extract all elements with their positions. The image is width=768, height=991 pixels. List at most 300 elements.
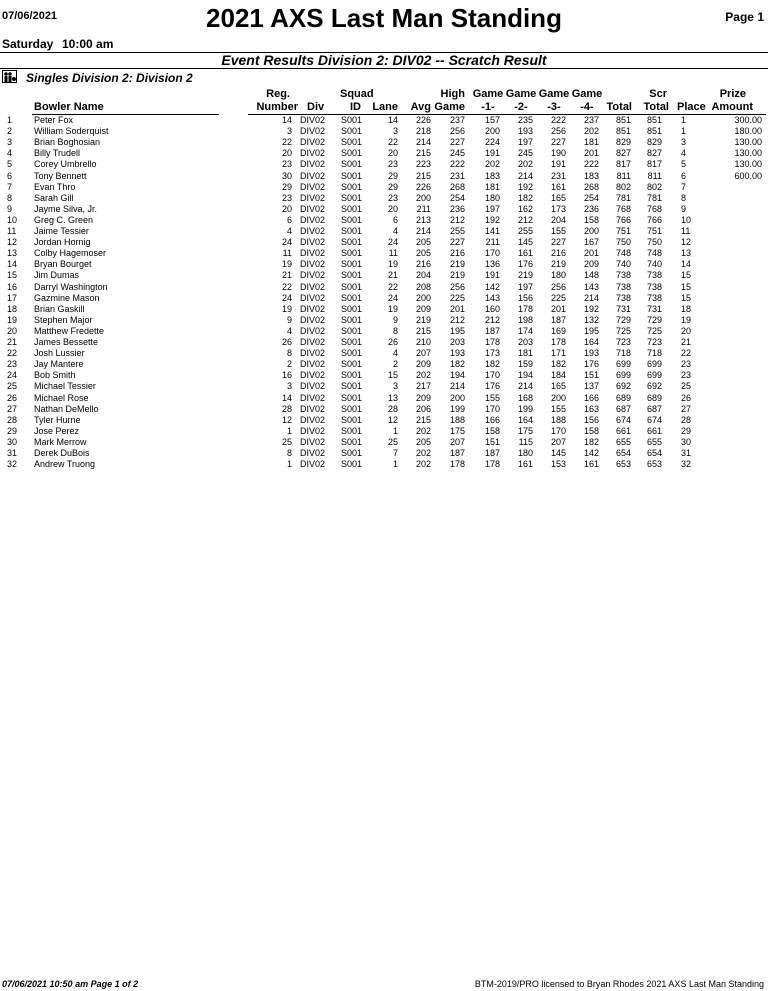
cell-avg: 209 — [415, 392, 431, 403]
cell-g4: 163 — [583, 403, 599, 414]
cell-lane: 19 — [387, 303, 398, 314]
cell-scr: 738 — [646, 270, 662, 281]
cell-avg: 215 — [415, 148, 431, 159]
cell-total: 689 — [615, 392, 631, 403]
cell-total: 661 — [615, 425, 631, 436]
cell-avg: 217 — [415, 381, 431, 392]
cell-reg: 4 — [286, 325, 292, 336]
cell-scr: 781 — [646, 192, 662, 203]
cell-reg: 29 — [281, 181, 292, 192]
cell-lane: 28 — [387, 403, 398, 414]
col-reg-top: Reg. — [266, 88, 290, 100]
cell-total: 766 — [615, 214, 631, 225]
cell-avg: 215 — [415, 325, 431, 336]
cell-g1: 191 — [484, 270, 500, 281]
table-row — [0, 148, 768, 159]
cell-total: 817 — [615, 159, 631, 170]
cell-div: DIV02 — [300, 259, 326, 270]
cell-reg: 2 — [286, 359, 292, 370]
cell-total: 729 — [615, 314, 631, 325]
cell-g2: 182 — [517, 192, 533, 203]
cell-place: 30 — [681, 436, 692, 447]
cell-g4: 143 — [583, 281, 599, 292]
cell-g1: 178 — [484, 459, 500, 470]
cell-place: 23 — [681, 370, 692, 381]
cell-g1: 170 — [484, 370, 500, 381]
cell-rank: 30 — [7, 436, 18, 447]
cell-prize: 300.00 — [734, 115, 762, 125]
cell-scr: 723 — [646, 337, 662, 347]
cell-reg: 8 — [286, 448, 292, 458]
cell-lane: 21 — [387, 270, 398, 281]
cell-rank: 13 — [7, 248, 18, 259]
cell-div: DIV02 — [300, 248, 326, 259]
cell-lane: 6 — [392, 214, 398, 225]
cell-reg: 16 — [281, 370, 292, 381]
cell-reg: 21 — [281, 270, 292, 281]
cell-avg: 200 — [415, 292, 431, 303]
cell-avg: 206 — [415, 403, 431, 414]
cell-scr: 654 — [646, 448, 662, 458]
col-game4-top: Game — [571, 88, 603, 100]
cell-lane: 1 — [392, 459, 398, 470]
cell-reg: 24 — [281, 237, 292, 248]
cell-div: DIV02 — [300, 337, 326, 347]
cell-g4: 193 — [583, 348, 599, 359]
cell-rank: 7 — [7, 181, 13, 192]
cell-place: 25 — [681, 381, 692, 392]
cell-g1: 170 — [484, 403, 500, 414]
cell-scr: 731 — [646, 303, 662, 314]
cell-name: Greg C. Green — [34, 214, 94, 225]
col-bowler-name: Bowler Name — [34, 101, 104, 113]
cell-name: Jim Dumas — [34, 270, 80, 281]
cell-g3: 256 — [550, 281, 566, 292]
cell-reg: 23 — [281, 192, 292, 203]
cell-reg: 19 — [281, 259, 292, 270]
cell-avg: 226 — [415, 181, 431, 192]
cell-total: 768 — [615, 203, 631, 214]
cell-lane: 22 — [387, 137, 398, 148]
cell-g2: 159 — [517, 359, 533, 370]
cell-g1: 224 — [484, 137, 500, 148]
cell-g4: 200 — [583, 226, 599, 236]
cell-g1: 141 — [484, 226, 500, 236]
cell-high: 227 — [449, 137, 465, 148]
cell-g2: 214 — [517, 170, 533, 181]
cell-rank: 28 — [7, 414, 18, 425]
cell-squad: S001 — [341, 148, 363, 159]
cell-div: DIV02 — [300, 292, 326, 303]
cell-place: 21 — [681, 337, 692, 347]
table-row — [0, 193, 768, 204]
col-scr-top: Scr — [649, 88, 667, 100]
col-lane: Lane — [372, 101, 398, 113]
cell-rank: 14 — [7, 259, 18, 270]
cell-g4: 181 — [583, 137, 599, 148]
cell-place: 23 — [681, 359, 692, 370]
cell-lane: 29 — [387, 170, 398, 181]
cell-lane: 3 — [392, 126, 398, 137]
cell-g2: 161 — [517, 459, 533, 470]
cell-name: Stephen Major — [34, 314, 93, 325]
table-row — [0, 115, 768, 126]
cell-lane: 20 — [387, 148, 398, 159]
cell-name: Tony Bennett — [34, 170, 87, 181]
cell-div: DIV02 — [300, 192, 326, 203]
table-row — [0, 326, 768, 337]
cell-g2: 255 — [517, 226, 533, 236]
cell-name: Sarah Gill — [34, 192, 74, 203]
cell-total: 740 — [615, 259, 631, 270]
cell-place: 3 — [681, 137, 687, 148]
cell-g4: 148 — [583, 270, 599, 281]
cell-g1: 155 — [484, 392, 500, 403]
cell-g1: 183 — [484, 170, 500, 181]
cell-reg: 11 — [282, 248, 292, 259]
cell-squad: S001 — [341, 459, 363, 470]
cell-name: Michael Rose — [34, 392, 89, 403]
report-date: 07/06/2021 — [2, 10, 58, 22]
cell-rank: 1 — [7, 115, 13, 125]
cell-g3: 222 — [550, 115, 566, 125]
col-high-bottom: Game — [434, 101, 465, 113]
cell-squad: S001 — [341, 314, 363, 325]
table-row — [0, 448, 768, 459]
cell-g1: 200 — [484, 126, 500, 137]
cell-g4: 137 — [583, 381, 599, 392]
cell-squad: S001 — [341, 192, 363, 203]
cell-place: 15 — [681, 292, 692, 303]
cell-reg: 1 — [286, 425, 292, 436]
cell-avg: 205 — [415, 436, 431, 447]
cell-scr: 674 — [646, 414, 662, 425]
cell-scr: 699 — [646, 359, 662, 370]
col-scr-bottom: Total — [643, 101, 669, 113]
cell-lane: 8 — [392, 325, 398, 336]
cell-high: 182 — [449, 359, 465, 370]
cell-high: 178 — [449, 459, 465, 470]
cell-high: 256 — [449, 281, 465, 292]
cell-total: 718 — [615, 348, 631, 359]
cell-lane: 13 — [387, 392, 398, 403]
cell-scr: 738 — [646, 292, 662, 303]
cell-place: 26 — [681, 392, 692, 403]
cell-name: Corey Umbrello — [34, 159, 97, 170]
cell-squad: S001 — [341, 126, 363, 137]
cell-g1: 136 — [484, 259, 500, 270]
cell-g4: 183 — [583, 170, 599, 181]
cell-total: 748 — [615, 248, 631, 259]
cell-rank: 6 — [7, 170, 13, 181]
cell-g3: 201 — [550, 303, 566, 314]
cell-g2: 161 — [517, 248, 533, 259]
cell-g3: 225 — [550, 292, 566, 303]
table-row — [0, 237, 768, 248]
page-number: Page 1 — [725, 10, 764, 24]
cell-g1: 170 — [484, 248, 500, 259]
cell-high: 200 — [449, 392, 465, 403]
cell-total: 781 — [615, 192, 631, 203]
col-squad-bottom: ID — [350, 101, 361, 113]
cell-g1: 173 — [484, 348, 500, 359]
cell-scr: 725 — [646, 325, 662, 336]
cell-scr: 851 — [646, 126, 662, 137]
cell-g2: 197 — [517, 137, 533, 148]
cell-place: 27 — [681, 403, 692, 414]
cell-div: DIV02 — [300, 314, 326, 325]
cell-scr: 750 — [646, 237, 662, 248]
cell-g2: 178 — [517, 303, 533, 314]
cell-total: 802 — [615, 181, 631, 192]
cell-g2: 193 — [517, 126, 533, 137]
cell-g3: 188 — [550, 414, 566, 425]
cell-scr: 655 — [646, 436, 662, 447]
cell-g1: 180 — [484, 192, 500, 203]
cell-g4: 254 — [583, 192, 599, 203]
cell-g1: 182 — [484, 359, 500, 370]
cell-g1: 197 — [484, 203, 500, 214]
cell-place: 19 — [681, 314, 692, 325]
cell-high: 203 — [449, 337, 465, 347]
cell-rank: 18 — [7, 303, 18, 314]
cell-div: DIV02 — [300, 448, 326, 458]
cell-g2: 115 — [518, 436, 533, 447]
cell-scr: 766 — [646, 214, 662, 225]
cell-total: 811 — [616, 170, 631, 181]
cell-avg: 200 — [415, 192, 431, 203]
cell-lane: 20 — [387, 203, 398, 214]
cell-rank: 23 — [7, 359, 18, 370]
cell-total: 653 — [615, 459, 631, 470]
cell-high: 216 — [449, 248, 465, 259]
cell-g3: 231 — [550, 170, 566, 181]
cell-squad: S001 — [341, 370, 363, 381]
cell-g3: 204 — [550, 214, 566, 225]
cell-div: DIV02 — [300, 403, 326, 414]
cell-scr: 851 — [646, 115, 662, 125]
cell-squad: S001 — [341, 214, 363, 225]
cell-avg: 211 — [416, 203, 431, 214]
cell-scr: 718 — [646, 348, 662, 359]
cell-high: 201 — [449, 303, 465, 314]
cell-squad: S001 — [341, 248, 363, 259]
cell-g4: 222 — [583, 159, 599, 170]
cell-name: Jay Mantere — [34, 359, 84, 370]
table-row — [0, 426, 768, 437]
cell-div: DIV02 — [300, 126, 326, 137]
cell-lane: 23 — [387, 159, 398, 170]
cell-squad: S001 — [341, 137, 363, 148]
cell-g1: 143 — [484, 292, 500, 303]
cell-high: 207 — [449, 436, 465, 447]
cell-prize: 130.00 — [734, 159, 762, 170]
table-row — [0, 359, 768, 370]
cell-lane: 19 — [387, 259, 398, 270]
cell-name: Evan Thro — [34, 181, 76, 192]
footer-print-info: 07/06/2021 10:50 am Page 1 of 2 — [2, 979, 139, 989]
cell-high: 214 — [449, 381, 465, 392]
cell-place: 18 — [681, 303, 692, 314]
cell-g3: 170 — [550, 425, 566, 436]
cell-g4: 156 — [583, 414, 599, 425]
cell-total: 750 — [615, 237, 631, 248]
cell-lane: 23 — [387, 192, 398, 203]
cell-place: 9 — [681, 203, 687, 214]
cell-g3: 165 — [550, 381, 566, 392]
cell-g2: 199 — [517, 403, 533, 414]
cell-scr: 692 — [646, 381, 662, 392]
cell-name: Bob Smith — [34, 370, 76, 381]
cell-place: 32 — [681, 459, 692, 470]
cell-total: 725 — [615, 325, 631, 336]
cell-g2: 162 — [517, 203, 533, 214]
cell-div: DIV02 — [300, 226, 326, 236]
cell-avg: 210 — [415, 337, 431, 347]
cell-high: 256 — [449, 126, 465, 137]
cell-squad: S001 — [341, 436, 363, 447]
cell-high: 225 — [449, 292, 465, 303]
cell-g4: 236 — [583, 203, 599, 214]
cell-avg: 205 — [415, 237, 431, 248]
table-row — [0, 393, 768, 404]
cell-scr: 829 — [646, 137, 662, 148]
cell-place: 14 — [681, 259, 692, 270]
cell-g2: 219 — [517, 270, 533, 281]
cell-high: 194 — [449, 370, 465, 381]
cell-total: 738 — [615, 292, 631, 303]
cell-g4: 195 — [583, 325, 599, 336]
cell-place: 8 — [681, 192, 687, 203]
cell-high: 188 — [449, 414, 465, 425]
table-row — [0, 159, 768, 170]
cell-reg: 8 — [286, 348, 292, 359]
cell-g3: 171 — [550, 348, 566, 359]
cell-avg: 207 — [415, 348, 431, 359]
cell-avg: 204 — [415, 270, 431, 281]
cell-g2: 164 — [517, 414, 533, 425]
table-row — [0, 437, 768, 448]
cell-high: 245 — [449, 148, 465, 159]
cell-avg: 209 — [415, 359, 431, 370]
cell-high: 187 — [449, 448, 465, 458]
cell-reg: 4 — [286, 226, 292, 236]
cell-squad: S001 — [341, 203, 363, 214]
cell-div: DIV02 — [300, 115, 326, 125]
cell-div: DIV02 — [300, 303, 326, 314]
cell-place: 1 — [681, 126, 687, 137]
cell-rank: 10 — [7, 214, 18, 225]
cell-g4: 237 — [583, 115, 599, 125]
cell-name: James Bessette — [34, 337, 99, 347]
table-row — [0, 293, 768, 304]
cell-g3: 169 — [550, 325, 566, 336]
cell-lane: 4 — [392, 348, 398, 359]
cell-reg: 14 — [281, 115, 292, 125]
cell-reg: 1 — [286, 459, 292, 470]
cell-div: DIV02 — [300, 436, 326, 447]
table-row — [0, 215, 768, 226]
table-row — [0, 126, 768, 137]
cell-name: Jose Perez — [34, 425, 80, 436]
cell-g3: 153 — [550, 459, 566, 470]
cell-rank: 17 — [7, 292, 18, 303]
cell-scr: 661 — [646, 425, 662, 436]
cell-g3: 207 — [550, 436, 566, 447]
cell-squad: S001 — [341, 425, 363, 436]
cell-g1: 202 — [484, 159, 500, 170]
cell-g3: 187 — [550, 314, 566, 325]
table-row — [0, 248, 768, 259]
cell-g2: 198 — [517, 314, 533, 325]
cell-avg: 215 — [415, 170, 431, 181]
cell-rank: 4 — [7, 148, 13, 159]
cell-g3: 182 — [550, 359, 566, 370]
cell-g2: 176 — [517, 259, 533, 270]
cell-div: DIV02 — [300, 181, 326, 192]
cell-squad: S001 — [341, 403, 363, 414]
cell-div: DIV02 — [300, 359, 326, 370]
cell-rank: 8 — [7, 192, 13, 203]
cell-g2: 145 — [517, 237, 533, 248]
col-game1: -1- — [481, 101, 495, 113]
cell-g4: 202 — [583, 126, 599, 137]
cell-g4: 158 — [583, 425, 599, 436]
cell-total: 827 — [615, 148, 631, 159]
cell-lane: 14 — [387, 115, 398, 125]
cell-squad: S001 — [341, 292, 363, 303]
table-row — [0, 415, 768, 426]
table-row — [0, 226, 768, 237]
cell-place: 22 — [681, 348, 692, 359]
table-row — [0, 404, 768, 415]
cell-g2: 214 — [517, 381, 533, 392]
cell-avg: 202 — [415, 448, 431, 458]
cell-reg: 9 — [286, 314, 292, 325]
col-prize-bottom: Amount — [711, 101, 753, 113]
cell-place: 4 — [681, 148, 687, 159]
cell-avg: 209 — [415, 303, 431, 314]
cell-g1: 187 — [484, 325, 500, 336]
cell-squad: S001 — [341, 348, 363, 359]
cell-g1: 142 — [484, 281, 500, 292]
col-game3: -3- — [547, 101, 561, 113]
col-reg-bottom: Number — [256, 101, 298, 113]
cell-g1: 157 — [484, 115, 500, 125]
cell-name: Jaime Tessier — [34, 226, 89, 236]
cell-squad: S001 — [341, 181, 363, 192]
cell-div: DIV02 — [300, 381, 326, 392]
cell-g4: 201 — [583, 248, 599, 259]
cell-avg: 218 — [415, 126, 431, 137]
cell-g3: 184 — [550, 370, 566, 381]
cell-div: DIV02 — [300, 214, 326, 225]
cell-lane: 1 — [392, 425, 398, 436]
cell-name: Peter Fox — [34, 115, 74, 125]
cell-prize: 180.00 — [734, 126, 762, 137]
table-row — [0, 282, 768, 293]
cell-g2: 245 — [517, 148, 533, 159]
cell-g3: 191 — [550, 159, 566, 170]
cell-total: 829 — [615, 137, 631, 148]
cell-avg: 226 — [415, 115, 431, 125]
cell-lane: 12 — [387, 414, 398, 425]
cell-scr: 699 — [646, 370, 662, 381]
cell-reg: 26 — [281, 337, 292, 347]
cell-g4: 214 — [583, 292, 599, 303]
cell-g3: 173 — [550, 203, 566, 214]
cell-reg: 3 — [286, 381, 292, 392]
